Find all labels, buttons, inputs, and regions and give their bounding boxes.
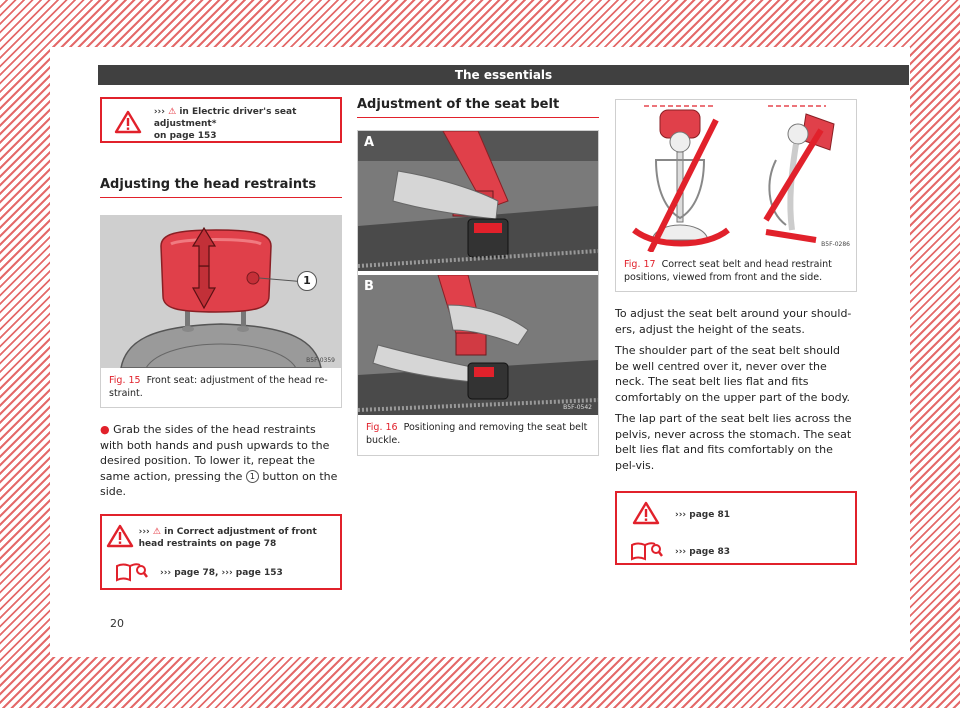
figure-code: B5F-0359 — [306, 357, 335, 364]
page-ref-warning[interactable]: ››› page 81 — [675, 510, 730, 520]
image-label-b: B — [364, 279, 374, 294]
figure-code: B5F-0542 — [563, 404, 592, 411]
book-icon — [617, 539, 675, 565]
warning-box-top — [100, 97, 342, 143]
figure-16-caption: Fig. 16 Positioning and removing the seat belt buckle. — [366, 422, 588, 446]
paragraph-shoulder: The shoulder part of the seat belt should be well centred over it, never over the neck. The seat belt lies flat and fits comfortably on the upper part of the body. — [615, 344, 851, 404]
callout-1: 1 — [297, 271, 317, 291]
figure-15 — [100, 215, 342, 408]
figure-17-caption: Fig. 17 Correct seat belt and head restraint positions, viewed from front and the side. — [624, 259, 832, 283]
column-middle — [357, 97, 599, 456]
small-warning-icon: ⚠ — [168, 107, 177, 117]
head-restraint-instructions: ● Grab the sides of the head restraints with both hands and push upwards to the desired position. To lower it, repeat the same action, pressing the 1 button on the side. — [100, 423, 338, 498]
buckle-image-a — [358, 131, 598, 271]
warning-box-right — [615, 491, 857, 565]
page — [50, 47, 910, 657]
figure-code: B5F-0286 — [821, 241, 850, 248]
column-right — [615, 99, 857, 565]
paragraph-lap: The lap part of the seat belt lies across the pelvis, never across the stomach. The seat belt lies flat and fits comfortably on the pel-vis. — [615, 412, 852, 472]
page-refs[interactable]: ››› page 78, ››› page 153 — [160, 567, 283, 578]
figure-15-caption: Fig. 15 Front seat: adjustment of the head re-straint. — [109, 375, 328, 399]
warning-box-bottom — [100, 514, 342, 590]
warning-icon — [102, 110, 154, 138]
small-warning-icon: ⚠ — [152, 526, 161, 537]
bullet-icon: ● — [100, 423, 110, 436]
figure-16 — [357, 130, 599, 456]
figure-17 — [615, 99, 857, 292]
buckle-image-b — [358, 275, 598, 415]
section-title-head-restraints: Adjusting the head restraints — [100, 177, 342, 198]
book-icon — [102, 560, 160, 586]
seat-belt-skeleton-image — [616, 100, 856, 252]
page-number: 20 — [110, 617, 124, 630]
page-header: The essentials — [98, 65, 909, 85]
column-left — [100, 97, 342, 590]
warning-icon — [617, 501, 675, 529]
image-label-a: A — [364, 135, 375, 150]
callout-ref-1: 1 — [246, 470, 259, 483]
warning-ref[interactable]: ››› ⚠ in Correct adjustment of front head restraints on page 78 — [138, 526, 317, 549]
warning-icon — [102, 524, 139, 552]
warning-ref[interactable]: ››› ⚠ in Electric driver's seat adjustment* on page 153 — [153, 107, 297, 141]
section-title-seat-belt: Adjustment of the seat belt — [357, 97, 599, 118]
page-ref-book[interactable]: ››› page 83 — [675, 547, 730, 557]
head-restraint-image — [101, 216, 341, 368]
paragraph-adjust: To adjust the seat belt around your should-ers, adjust the height of the seats. — [615, 307, 852, 336]
